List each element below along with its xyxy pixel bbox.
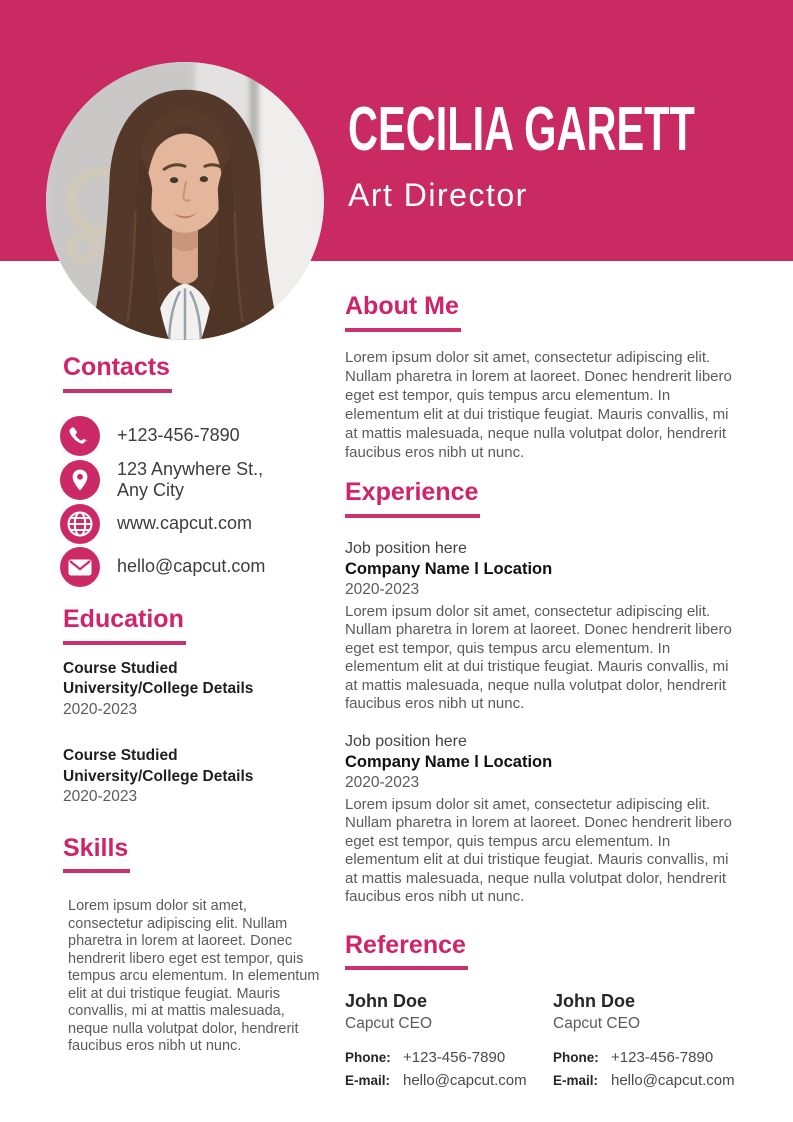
contacts-section <box>63 353 325 587</box>
email-label: E-mail: <box>345 1073 391 1089</box>
location-icon <box>60 460 100 500</box>
reference-entry <box>553 990 737 1089</box>
reference-email-row <box>345 1072 553 1089</box>
experience-company: Company Name l Location <box>345 752 553 771</box>
reference-phone-row <box>345 1049 553 1066</box>
contact-address: 123 Anywhere St., Any City <box>117 458 264 500</box>
reference-email-row <box>553 1072 737 1089</box>
reference-name: John Doe <box>553 991 636 1012</box>
experience-description: Lorem ipsum dolor sit amet, consectetur adipiscing elit. Nullam pharetra in lorem at laoreet. Donec hendrerit libero eget est tempor, quis tempus arcu elementum. In elementum elit at dui tristique feugiat. Mauris convallis, mi at mattis malesuada, neque nulla volutpat dolor, hendrerit faucibus eros nibh ut nunc. <box>345 795 732 905</box>
skills-text: Lorem ipsum dolor sit amet, consectetur adipiscing elit. Nullam pharetra in lorem at laoreet. Donec hendrerit libero eget est tempor, quis tempus arcu elementum. In elementum elit at dui tristique feugiat. Mauris convallis, mi at mattis malesuada, neque nulla volutpat dolor, hendrerit faucibus eros nibh ut nunc. <box>68 898 320 1055</box>
reference-contacts <box>553 1049 737 1089</box>
about-text: Lorem ipsum dolor sit amet, consectetur adipiscing elit. Nullam pharetra in lorem at laoreet. Donec hendrerit libero eget est tempor, quis tempus arcu elementum. In elementum elit at dui tristique feugiat. Mauris convallis, mi at mattis malesuada, neque nulla volutpat dolor, hendrerit faucibus eros nibh ut nunc. <box>345 348 732 461</box>
contact-row-phone <box>60 416 325 456</box>
reference-phone: +123-456-7890 <box>611 1049 714 1067</box>
education-school: University/College Details <box>63 680 254 697</box>
contact-row-email <box>60 547 325 587</box>
education-course: Course Studied <box>63 747 178 764</box>
experience-position: Job position here <box>345 732 467 750</box>
phone-label: Phone: <box>345 1050 391 1066</box>
reference-phone: +123-456-7890 <box>403 1049 506 1067</box>
main-column <box>345 292 737 1089</box>
reference-section <box>345 931 737 1090</box>
education-section <box>63 605 325 808</box>
reference-role: Capcut CEO <box>345 1015 433 1033</box>
experience-description: Lorem ipsum dolor sit amet, consectetur adipiscing elit. Nullam pharetra in lorem at laoreet. Donec hendrerit libero eget est tempor, quis tempus arcu elementum. In elementum elit at dui tristique feugiat. Mauris convallis, mi at mattis malesuada, neque nulla volutpat dolor, hendrerit faucibus eros nibh ut nunc. <box>345 602 732 712</box>
reference-email: hello@capcut.com <box>611 1072 735 1090</box>
experience-company: Company Name l Location <box>345 559 553 578</box>
contact-website: www.capcut.com <box>117 513 253 534</box>
education-years: 2020-2023 <box>63 788 138 805</box>
experience-entry <box>345 538 737 714</box>
contact-email: hello@capcut.com <box>117 556 266 577</box>
reference-email: hello@capcut.com <box>403 1072 527 1090</box>
email-label: E-mail: <box>553 1073 599 1089</box>
about-heading: About Me <box>345 292 461 332</box>
contact-phone: +123-456-7890 <box>117 425 240 446</box>
header-text <box>348 97 793 214</box>
reference-heading: Reference <box>345 931 468 971</box>
experience-section <box>345 478 737 907</box>
contacts-heading: Contacts <box>63 353 172 393</box>
experience-position: Job position here <box>345 539 467 557</box>
contact-list <box>60 416 325 587</box>
person-name: CECILIA GARETT <box>348 95 695 164</box>
education-entry <box>63 746 325 808</box>
experience-entry <box>345 731 737 907</box>
contact-row-website <box>60 504 325 544</box>
about-section <box>345 292 737 462</box>
sidebar <box>63 353 325 1056</box>
contact-row-address <box>60 459 325 501</box>
phone-icon <box>60 416 100 456</box>
reference-name: John Doe <box>345 991 428 1012</box>
skills-section <box>63 834 325 1056</box>
education-heading: Education <box>63 605 186 645</box>
person-job-title: Art Director <box>348 177 528 214</box>
experience-heading: Experience <box>345 478 480 518</box>
reference-role: Capcut CEO <box>553 1015 641 1033</box>
profile-photo <box>46 62 324 340</box>
education-entry <box>63 659 325 721</box>
portrait-illustration <box>46 62 324 340</box>
experience-years: 2020-2023 <box>345 773 420 791</box>
education-school: University/College Details <box>63 767 254 785</box>
education-course: Course Studied <box>63 659 178 677</box>
reference-grid <box>345 990 737 1089</box>
globe-icon <box>60 504 100 544</box>
experience-years: 2020-2023 <box>345 580 420 598</box>
reference-contacts <box>345 1049 553 1089</box>
education-years: 2020-2023 <box>63 700 138 718</box>
skills-heading: Skills <box>63 834 130 874</box>
mail-icon <box>60 547 100 587</box>
reference-entry <box>345 990 553 1089</box>
reference-phone-row <box>553 1049 737 1066</box>
phone-label: Phone: <box>553 1050 599 1066</box>
